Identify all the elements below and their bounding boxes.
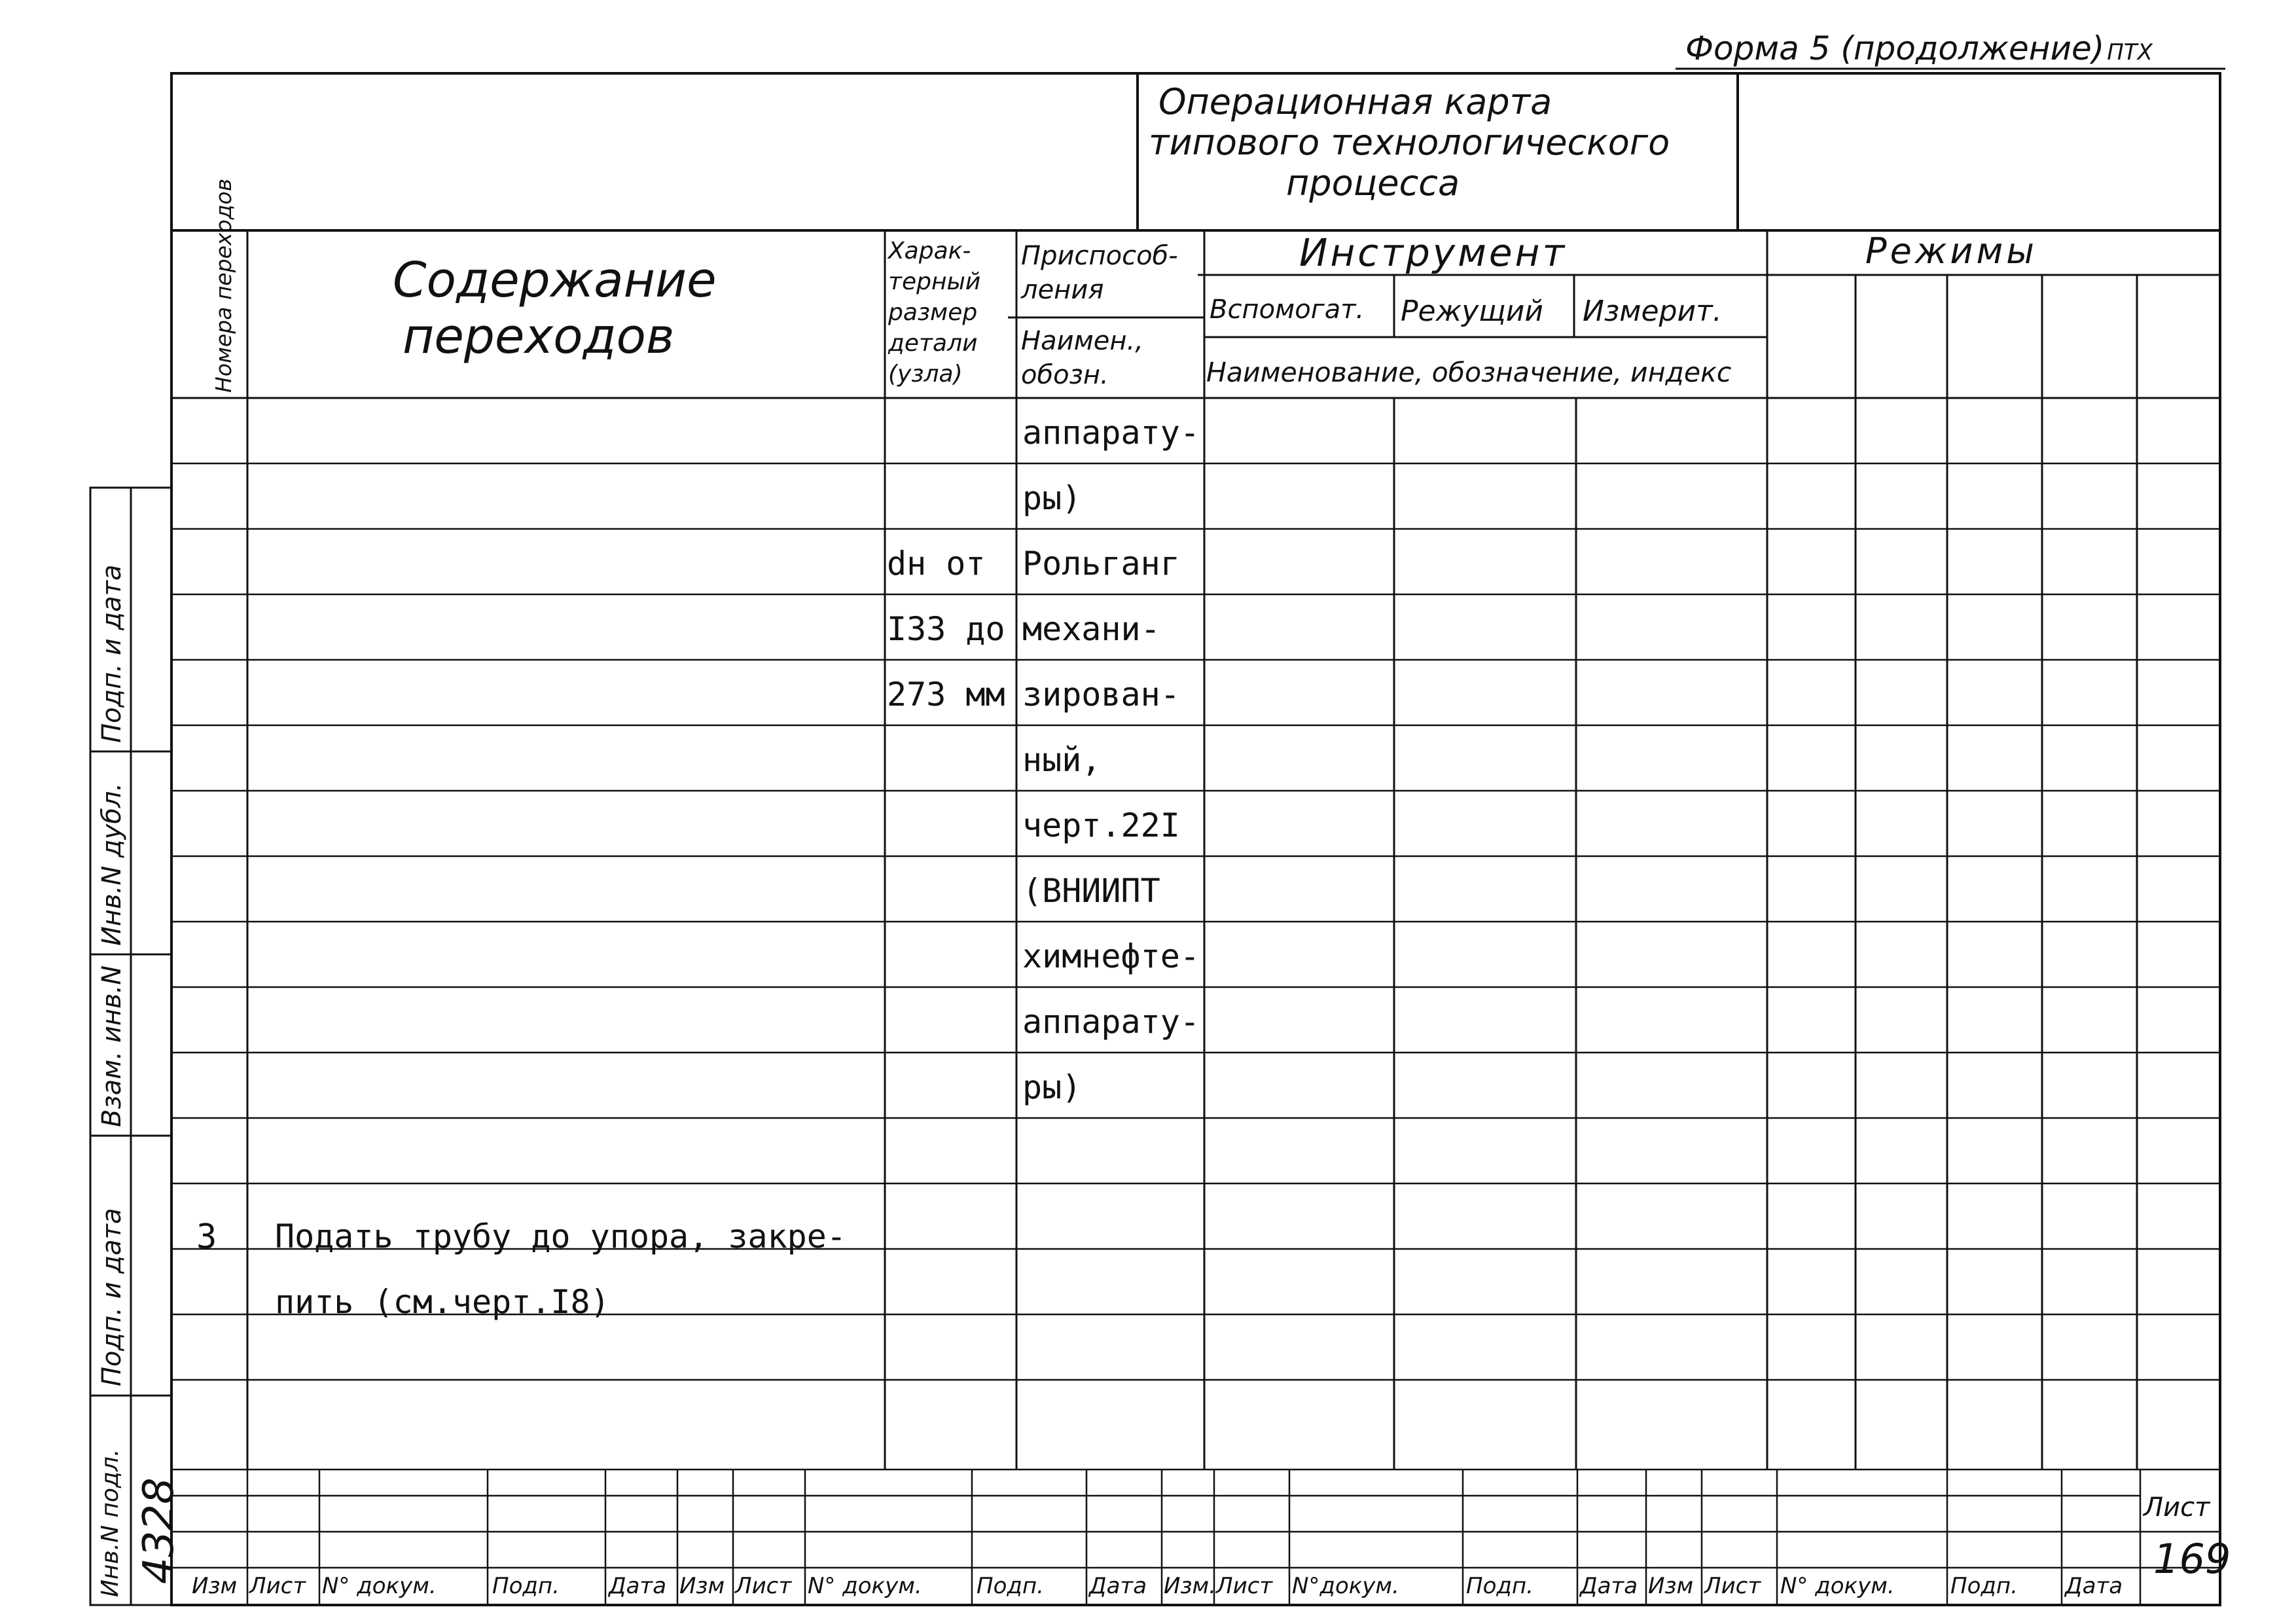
fixture-line: механи-: [1022, 610, 1160, 648]
card-title-line-1: Операционная карта: [1158, 81, 1552, 122]
header-content: [393, 252, 717, 365]
card-title-line-2: типового технологического: [1149, 122, 1670, 163]
header-fixtures-1: Приспособ-: [1021, 241, 1178, 271]
form-label-text: Форма 5 (продолжение): [1685, 29, 2105, 67]
header-char-size-5: (узла): [888, 361, 963, 388]
header-modes: Режимы: [1865, 230, 2037, 272]
header-instrument-name: Наименование, обозначение, индекс: [1206, 357, 1732, 388]
fixture-line: ры): [1022, 1068, 1082, 1106]
footer-label: Лист: [1216, 1573, 1273, 1599]
char-size-line: 273 мм: [887, 676, 1005, 713]
footer-label: Изм: [192, 1573, 238, 1599]
step-number: 3: [196, 1218, 217, 1257]
header-fixtures-sub: [1021, 324, 1143, 392]
fixture-line: аппарату-: [1022, 414, 1200, 452]
side-label-dup-inv: Инв.N дубл.: [97, 782, 127, 946]
fixture-line: черт.22I: [1022, 806, 1180, 844]
footer-label: Дата: [1089, 1573, 1147, 1599]
footer-label: Лист: [249, 1573, 306, 1599]
side-label-sign-date-2: Подп. и дата: [97, 1208, 127, 1386]
header-instrument-cutting: Режущий: [1401, 295, 1543, 328]
fixture-line: ный,: [1022, 741, 1102, 779]
side-label-repl-inv: Взам. инв.N: [97, 965, 127, 1127]
header-char-size: [888, 236, 980, 389]
footer-label: Подп.: [1950, 1573, 2018, 1599]
header-fixtures: [1021, 239, 1178, 307]
header-char-size-4: детали: [888, 330, 978, 357]
header-content-line-2: переходов: [403, 308, 675, 365]
step-text-line-2: пить (см.черт.I8): [275, 1283, 610, 1321]
footer-label: Изм: [679, 1573, 725, 1599]
header-fixtures-sub-1: Наимен.,: [1021, 326, 1143, 356]
footer-label: Дата: [1580, 1573, 1638, 1599]
header-instrument: Инструмент: [1299, 230, 1568, 275]
header-char-size-3: размер: [888, 299, 978, 326]
form-label: [1685, 29, 2153, 67]
side-label-sign-date: Подп. и дата: [97, 564, 127, 743]
header-char-size-2: терный: [888, 268, 981, 295]
footer-label: Подп.: [1466, 1573, 1534, 1599]
card-title-line-3: процесса: [1286, 162, 1460, 204]
inventory-number: 4328: [135, 1477, 183, 1584]
fixture-line: аппарату-: [1022, 1003, 1200, 1041]
footer-label: N°докум.: [1292, 1573, 1399, 1599]
side-label-orig-inv: Инв.N подл.: [97, 1449, 124, 1597]
footer-label: N° докум.: [1780, 1573, 1895, 1599]
card-title: [1149, 82, 1734, 204]
footer-label: Изм.: [1164, 1573, 1216, 1599]
header-fixtures-2: ления: [1021, 275, 1104, 305]
header-num-transition: Номера переходов: [211, 178, 236, 393]
header-instrument-aux: Вспомогат.: [1210, 295, 1365, 325]
footer-label: N° докум.: [322, 1573, 437, 1599]
header-fixtures-sub-2: обозн.: [1021, 360, 1109, 390]
fixture-line: химнефте-: [1022, 937, 1200, 975]
char-size-line: dн от: [887, 545, 986, 583]
char-size-line: I33 до: [887, 610, 1005, 648]
footer-label: Дата: [609, 1573, 667, 1599]
footer-label: Подп.: [492, 1573, 560, 1599]
fixture-line: ры): [1022, 479, 1082, 517]
footer-label: Подп.: [977, 1573, 1044, 1599]
sheet-number: 169: [2153, 1535, 2231, 1583]
fixture-line: (ВНИИПТ: [1022, 872, 1160, 910]
footer-label: Лист: [1704, 1573, 1761, 1599]
sheet-label: Лист: [2144, 1492, 2210, 1523]
header-char-size-1: Харак-: [888, 238, 971, 264]
footer-label: N° докум.: [808, 1573, 922, 1599]
step-text-line-1: Подать трубу до упора, закре-: [275, 1218, 846, 1255]
footer-label: Изм: [1648, 1573, 1694, 1599]
header-content-line-1: Содержание: [393, 252, 717, 308]
form-label-stamp: ПТХ: [2107, 39, 2153, 65]
header-instrument-measuring: Измерит.: [1583, 295, 1722, 328]
footer-label: Дата: [2065, 1573, 2123, 1599]
fixture-line: Рольганг: [1022, 545, 1180, 583]
footer-label: Лист: [735, 1573, 792, 1599]
fixture-line: зирован-: [1022, 676, 1180, 713]
